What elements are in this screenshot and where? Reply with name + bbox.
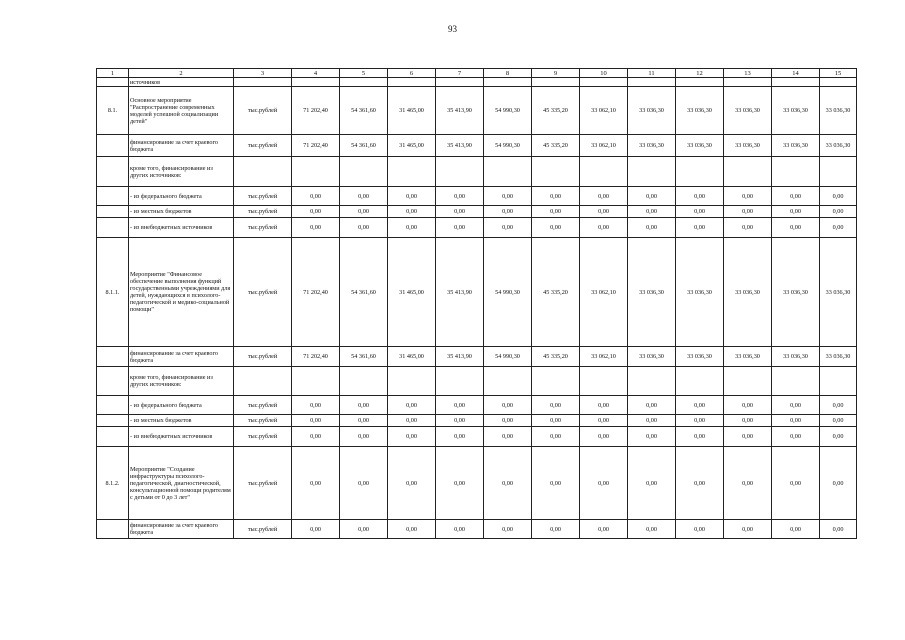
value-cell: 0,00 — [676, 218, 724, 238]
header-cell: 12 — [676, 69, 724, 78]
value-cell — [580, 78, 628, 87]
value-cell: 31 465,00 — [388, 135, 436, 157]
value-cell — [436, 78, 484, 87]
row-number — [97, 78, 129, 87]
value-cell: 0,00 — [340, 520, 388, 539]
header-cell: 1 — [97, 69, 129, 78]
value-cell: 0,00 — [772, 218, 820, 238]
value-cell — [676, 367, 724, 396]
value-cell: 0,00 — [580, 520, 628, 539]
row-number — [97, 187, 129, 206]
value-cell — [820, 367, 857, 396]
value-cell: 0,00 — [820, 447, 857, 520]
value-cell: 0,00 — [484, 520, 532, 539]
table-header-row — [97, 69, 857, 78]
header-cell: 6 — [388, 69, 436, 78]
value-cell: 33 036,30 — [820, 347, 857, 367]
row-number: 8.1.1. — [97, 238, 129, 347]
value-cell: 0,00 — [436, 415, 484, 427]
value-cell: 0,00 — [724, 415, 772, 427]
value-cell: 54 990,30 — [484, 87, 532, 135]
value-cell: 35 413,90 — [436, 135, 484, 157]
value-cell: 0,00 — [484, 396, 532, 415]
value-cell: 0,00 — [724, 427, 772, 447]
value-cell: 54 361,60 — [340, 87, 388, 135]
row-number — [97, 135, 129, 157]
value-cell: 54 361,60 — [340, 135, 388, 157]
value-cell: 0,00 — [580, 218, 628, 238]
value-cell: 31 465,00 — [388, 87, 436, 135]
row-unit — [234, 157, 292, 187]
value-cell: 0,00 — [340, 218, 388, 238]
value-cell — [772, 78, 820, 87]
row-unit: тыс.рублей — [234, 187, 292, 206]
value-cell: 71 202,40 — [292, 238, 340, 347]
value-cell: 71 202,40 — [292, 87, 340, 135]
value-cell: 33 036,30 — [628, 238, 676, 347]
value-cell: 0,00 — [580, 206, 628, 218]
value-cell: 0,00 — [628, 218, 676, 238]
table-row — [97, 87, 857, 135]
table-row — [97, 157, 857, 187]
value-cell: 0,00 — [436, 520, 484, 539]
header-cell: 13 — [724, 69, 772, 78]
value-cell: 71 202,40 — [292, 347, 340, 367]
value-cell: 0,00 — [724, 520, 772, 539]
table-row — [97, 415, 857, 427]
value-cell — [292, 157, 340, 187]
row-unit — [234, 367, 292, 396]
value-cell — [580, 367, 628, 396]
header-cell: 5 — [340, 69, 388, 78]
value-cell: 0,00 — [532, 427, 580, 447]
value-cell: 0,00 — [436, 427, 484, 447]
value-cell: 0,00 — [676, 187, 724, 206]
value-cell: 33 062,10 — [580, 135, 628, 157]
row-name: финансирование за счет краевого бюджета — [129, 347, 234, 367]
value-cell: 0,00 — [772, 396, 820, 415]
value-cell: 0,00 — [436, 206, 484, 218]
value-cell: 0,00 — [292, 396, 340, 415]
row-name: - из внебюджетных источников — [129, 218, 234, 238]
header-cell: 8 — [484, 69, 532, 78]
table-row — [97, 218, 857, 238]
value-cell: 0,00 — [772, 187, 820, 206]
row-name: финансирование за счет краевого бюджета — [129, 520, 234, 539]
table-row — [97, 135, 857, 157]
value-cell: 0,00 — [388, 187, 436, 206]
value-cell — [724, 78, 772, 87]
value-cell: 0,00 — [292, 520, 340, 539]
value-cell: 0,00 — [484, 218, 532, 238]
value-cell: 0,00 — [676, 520, 724, 539]
value-cell: 33 036,30 — [772, 347, 820, 367]
row-name: - из федерального бюджета — [129, 187, 234, 206]
header-cell: 3 — [234, 69, 292, 78]
value-cell: 0,00 — [628, 206, 676, 218]
value-cell: 0,00 — [724, 218, 772, 238]
value-cell: 33 036,30 — [772, 87, 820, 135]
value-cell — [436, 367, 484, 396]
row-name: - из местных бюджетов — [129, 206, 234, 218]
value-cell: 0,00 — [292, 218, 340, 238]
row-name: Мероприятие "Создание инфраструктуры психолого-педагогической, диагностической, консультационной помощи родителям с детьми от 0 до 3 лет" — [129, 447, 234, 520]
value-cell: 45 335,20 — [532, 347, 580, 367]
row-unit: тыс.рублей — [234, 87, 292, 135]
value-cell: 0,00 — [628, 427, 676, 447]
value-cell: 0,00 — [724, 206, 772, 218]
value-cell: 0,00 — [532, 520, 580, 539]
value-cell — [820, 78, 857, 87]
row-number — [97, 427, 129, 447]
header-cell: 2 — [129, 69, 234, 78]
table-row — [97, 206, 857, 218]
value-cell — [340, 157, 388, 187]
row-name: финансирование за счет краевого бюджета — [129, 135, 234, 157]
value-cell: 0,00 — [292, 427, 340, 447]
value-cell: 0,00 — [484, 447, 532, 520]
value-cell: 31 465,00 — [388, 347, 436, 367]
value-cell: 0,00 — [628, 447, 676, 520]
row-name: Мероприятие "Финансовое обеспечение выполнения функций государственными учреждениями для детей, нуждающихся в психолого-педагогической и медико-социальной помощи" — [129, 238, 234, 347]
value-cell: 33 036,30 — [676, 238, 724, 347]
table-row — [97, 520, 857, 539]
value-cell: 0,00 — [484, 187, 532, 206]
value-cell — [340, 367, 388, 396]
value-cell: 0,00 — [292, 206, 340, 218]
value-cell — [340, 78, 388, 87]
row-name: Основное мероприятие "Распространение современных моделей успешной социализации детей" — [129, 87, 234, 135]
value-cell: 0,00 — [580, 447, 628, 520]
value-cell: 0,00 — [484, 427, 532, 447]
value-cell: 0,00 — [340, 206, 388, 218]
row-name: - из федерального бюджета — [129, 396, 234, 415]
value-cell: 33 062,10 — [580, 87, 628, 135]
value-cell — [388, 78, 436, 87]
row-number — [97, 157, 129, 187]
value-cell — [532, 367, 580, 396]
header-cell: 10 — [580, 69, 628, 78]
value-cell: 31 465,00 — [388, 238, 436, 347]
value-cell: 54 361,60 — [340, 238, 388, 347]
value-cell — [484, 157, 532, 187]
value-cell: 0,00 — [532, 447, 580, 520]
row-unit: тыс.рублей — [234, 206, 292, 218]
table-row — [97, 187, 857, 206]
value-cell — [484, 78, 532, 87]
value-cell: 33 036,30 — [820, 238, 857, 347]
value-cell: 0,00 — [772, 520, 820, 539]
value-cell: 33 036,30 — [676, 347, 724, 367]
row-name: - из местных бюджетов — [129, 415, 234, 427]
value-cell: 0,00 — [388, 427, 436, 447]
value-cell: 33 036,30 — [772, 135, 820, 157]
table-row — [97, 78, 857, 87]
value-cell: 0,00 — [772, 206, 820, 218]
value-cell: 33 036,30 — [676, 87, 724, 135]
value-cell — [676, 157, 724, 187]
row-number: 8.1. — [97, 87, 129, 135]
value-cell: 33 036,30 — [820, 135, 857, 157]
row-number — [97, 206, 129, 218]
header-cell: 4 — [292, 69, 340, 78]
value-cell: 0,00 — [532, 415, 580, 427]
value-cell — [292, 367, 340, 396]
value-cell: 0,00 — [532, 187, 580, 206]
value-cell: 0,00 — [436, 187, 484, 206]
value-cell: 0,00 — [436, 447, 484, 520]
value-cell: 0,00 — [388, 396, 436, 415]
header-cell: 15 — [820, 69, 857, 78]
row-unit: тыс.рублей — [234, 218, 292, 238]
value-cell — [292, 78, 340, 87]
value-cell: 0,00 — [820, 218, 857, 238]
value-cell — [676, 78, 724, 87]
table-row — [97, 367, 857, 396]
value-cell: 0,00 — [820, 187, 857, 206]
table-row — [97, 347, 857, 367]
value-cell: 33 036,30 — [628, 135, 676, 157]
value-cell: 33 036,30 — [724, 347, 772, 367]
value-cell: 0,00 — [676, 447, 724, 520]
value-cell: 33 036,30 — [724, 87, 772, 135]
value-cell — [628, 157, 676, 187]
value-cell: 0,00 — [772, 427, 820, 447]
value-cell: 0,00 — [340, 415, 388, 427]
value-cell: 0,00 — [388, 520, 436, 539]
value-cell: 33 062,10 — [580, 347, 628, 367]
header-cell: 14 — [772, 69, 820, 78]
value-cell: 54 990,30 — [484, 347, 532, 367]
value-cell: 0,00 — [436, 396, 484, 415]
value-cell — [724, 157, 772, 187]
value-cell: 54 361,60 — [340, 347, 388, 367]
table-row — [97, 238, 857, 347]
value-cell: 0,00 — [388, 218, 436, 238]
value-cell — [724, 367, 772, 396]
value-cell: 0,00 — [436, 218, 484, 238]
value-cell: 0,00 — [388, 447, 436, 520]
table-row — [97, 427, 857, 447]
value-cell — [772, 367, 820, 396]
value-cell: 0,00 — [532, 218, 580, 238]
value-cell: 0,00 — [820, 206, 857, 218]
row-unit: тыс.рублей — [234, 347, 292, 367]
value-cell: 0,00 — [484, 415, 532, 427]
value-cell: 0,00 — [340, 447, 388, 520]
value-cell: 0,00 — [724, 396, 772, 415]
value-cell: 0,00 — [580, 187, 628, 206]
value-cell: 0,00 — [724, 447, 772, 520]
table-row — [97, 396, 857, 415]
value-cell — [532, 78, 580, 87]
value-cell: 0,00 — [676, 206, 724, 218]
table-row — [97, 447, 857, 520]
value-cell: 0,00 — [628, 415, 676, 427]
row-name: источников — [129, 78, 234, 87]
value-cell: 0,00 — [484, 206, 532, 218]
row-number — [97, 520, 129, 539]
value-cell: 45 335,20 — [532, 135, 580, 157]
row-unit: тыс.рублей — [234, 427, 292, 447]
header-cell: 11 — [628, 69, 676, 78]
header-cell: 9 — [532, 69, 580, 78]
value-cell: 45 335,20 — [532, 238, 580, 347]
value-cell: 54 990,30 — [484, 238, 532, 347]
row-number — [97, 367, 129, 396]
value-cell: 0,00 — [532, 396, 580, 415]
value-cell: 0,00 — [772, 415, 820, 427]
value-cell — [772, 157, 820, 187]
row-unit: тыс.рублей — [234, 238, 292, 347]
value-cell: 33 036,30 — [724, 238, 772, 347]
value-cell: 0,00 — [676, 427, 724, 447]
value-cell: 33 036,30 — [628, 347, 676, 367]
value-cell: 0,00 — [532, 206, 580, 218]
value-cell: 0,00 — [724, 187, 772, 206]
value-cell: 0,00 — [388, 206, 436, 218]
value-cell: 33 036,30 — [628, 87, 676, 135]
value-cell — [580, 157, 628, 187]
value-cell: 71 202,40 — [292, 135, 340, 157]
value-cell — [436, 157, 484, 187]
row-name: кроме того, финансирование из других источников: — [129, 367, 234, 396]
row-number — [97, 396, 129, 415]
value-cell — [628, 78, 676, 87]
row-name: кроме того, финансирование из других источников: — [129, 157, 234, 187]
value-cell — [388, 157, 436, 187]
row-unit: тыс.рублей — [234, 415, 292, 427]
value-cell: 0,00 — [292, 187, 340, 206]
row-unit: тыс.рублей — [234, 135, 292, 157]
row-unit: тыс.рублей — [234, 447, 292, 520]
row-number: 8.1.2. — [97, 447, 129, 520]
page-number: 93 — [448, 24, 457, 34]
value-cell: 0,00 — [676, 396, 724, 415]
value-cell: 0,00 — [340, 396, 388, 415]
value-cell: 45 335,20 — [532, 87, 580, 135]
value-cell — [388, 367, 436, 396]
value-cell: 33 062,10 — [580, 238, 628, 347]
value-cell: 0,00 — [820, 396, 857, 415]
value-cell: 0,00 — [628, 396, 676, 415]
value-cell: 0,00 — [676, 415, 724, 427]
value-cell: 35 413,90 — [436, 87, 484, 135]
value-cell — [628, 367, 676, 396]
row-number — [97, 415, 129, 427]
value-cell: 0,00 — [340, 427, 388, 447]
value-cell: 0,00 — [580, 427, 628, 447]
value-cell: 33 036,30 — [772, 238, 820, 347]
value-cell: 33 036,30 — [820, 87, 857, 135]
row-unit — [234, 78, 292, 87]
value-cell: 0,00 — [628, 187, 676, 206]
value-cell: 0,00 — [292, 447, 340, 520]
value-cell — [484, 367, 532, 396]
value-cell: 0,00 — [388, 415, 436, 427]
row-unit: тыс.рублей — [234, 396, 292, 415]
value-cell: 0,00 — [580, 415, 628, 427]
row-name: - из внебюджетных источников — [129, 427, 234, 447]
header-cell: 7 — [436, 69, 484, 78]
value-cell: 0,00 — [628, 520, 676, 539]
value-cell: 33 036,30 — [676, 135, 724, 157]
budget-table — [96, 68, 857, 539]
value-cell — [532, 157, 580, 187]
value-cell: 33 036,30 — [724, 135, 772, 157]
value-cell: 35 413,90 — [436, 347, 484, 367]
value-cell: 0,00 — [820, 520, 857, 539]
value-cell: 0,00 — [772, 447, 820, 520]
value-cell: 35 413,90 — [436, 238, 484, 347]
value-cell — [820, 157, 857, 187]
row-number — [97, 347, 129, 367]
value-cell: 0,00 — [820, 427, 857, 447]
value-cell: 0,00 — [820, 415, 857, 427]
value-cell: 0,00 — [340, 187, 388, 206]
row-unit: тыс.рублей — [234, 520, 292, 539]
value-cell: 0,00 — [292, 415, 340, 427]
value-cell: 0,00 — [580, 396, 628, 415]
row-number — [97, 218, 129, 238]
value-cell: 54 990,30 — [484, 135, 532, 157]
